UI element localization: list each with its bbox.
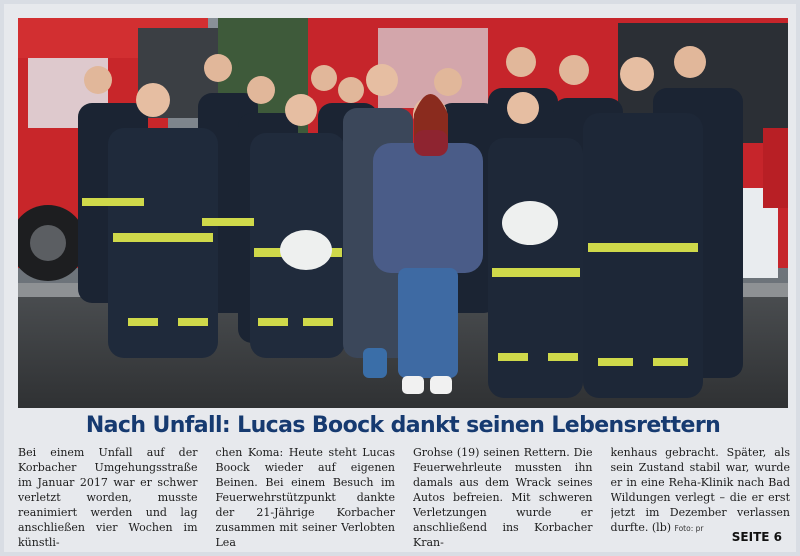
- newspaper-clipping: [4, 4, 796, 552]
- photo-credit: Foto: pr: [674, 524, 704, 533]
- article-column-4-text: kenhaus gebracht. Später, als sein Zustand stabil war, wurde er in eine Reha-Klinik nach Bad Wildungen verlegt – die er erst jetzt im Dezember verlassen durfte. (lb): [610, 446, 790, 534]
- group-photo-illustration: [18, 18, 788, 408]
- article-column-2: chen Koma: Heute steht Lucas Boock wieder auf eigenen Beinen. Bei einem Besuch im Feuerwehrstützpunkt dankte der 21-Jährige Korbacher zusammen mit seiner Verlobten Lea: [215, 446, 395, 549]
- article-column-3: Grohse (19) seinen Rettern. Die Feuerwehrleute mussten ihn damals aus dem Wrack seines Autos befreien. Mit schweren Verletzungen wurde er anschließend ins Korbacher Kran-: [413, 446, 593, 549]
- page-number: SEITE 6: [731, 530, 782, 544]
- article-headline: Nach Unfall: Lucas Boock dankt seinen Lebensrettern: [85, 413, 721, 438]
- group-photo: [18, 18, 788, 408]
- article-column-1: Bei einem Unfall auf der Korbacher Umgehungsstraße im Januar 2017 war er schwer verletzt worden, musste reanimiert werden und lag anschließen vier Wochen im künstli-: [18, 446, 198, 549]
- article-body: [18, 445, 790, 549]
